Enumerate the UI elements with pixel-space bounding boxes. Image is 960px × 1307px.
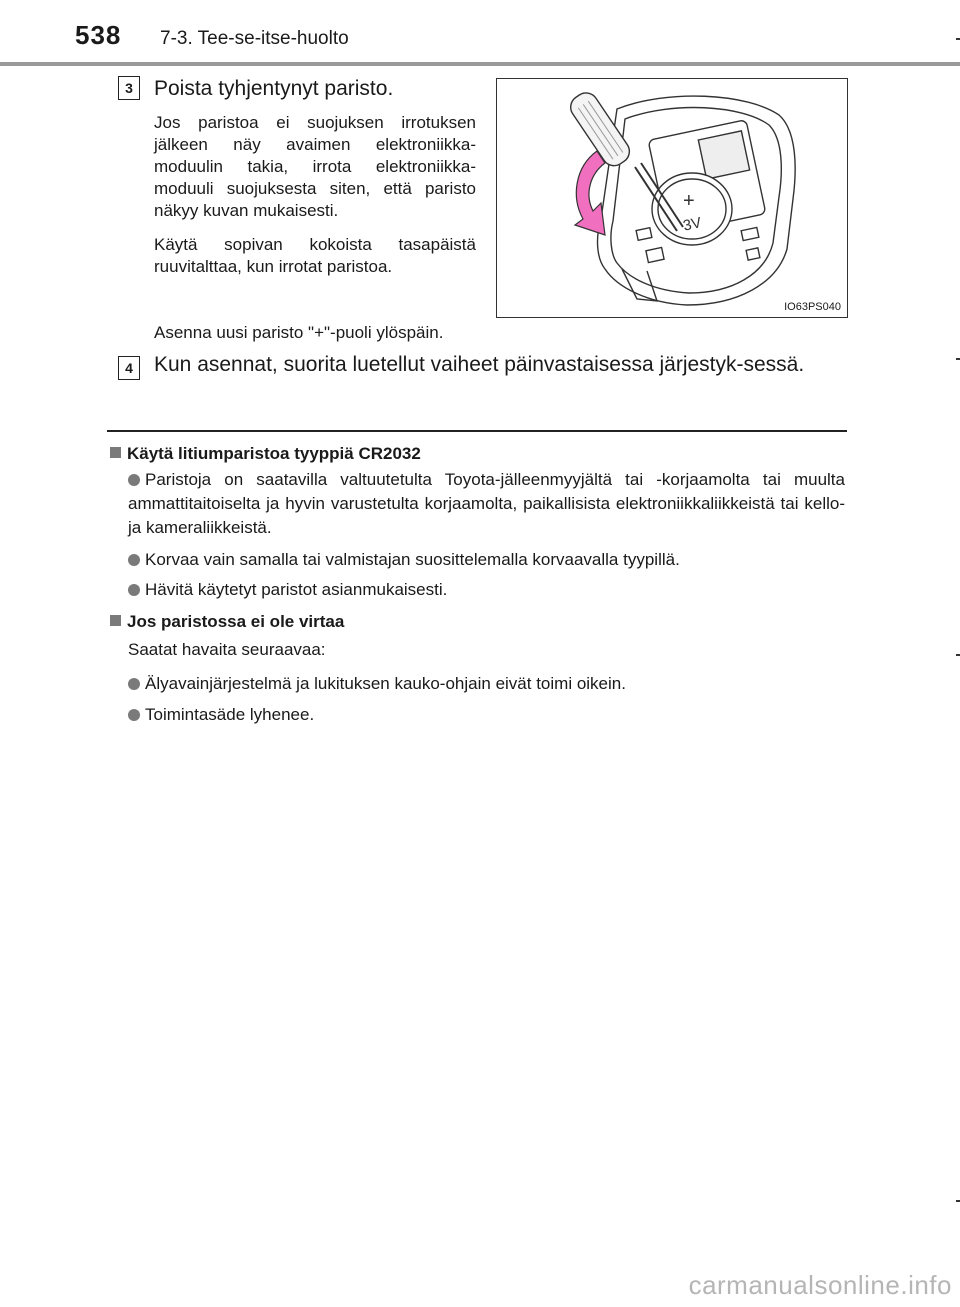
section-divider bbox=[107, 430, 847, 432]
edge-tick bbox=[956, 1200, 960, 1202]
page-header bbox=[0, 0, 960, 68]
step-title: Kun asennat, suorita luetellut vaiheet päinvastaisessa järjestyk-sessä. bbox=[154, 353, 805, 376]
note-heading-text: Jos paristossa ei ole virtaa bbox=[127, 612, 345, 631]
step-title: Poista tyhjentynyt paristo. bbox=[154, 77, 394, 100]
note-heading-text: Käytä litiumparistoa tyyppiä CR2032 bbox=[127, 444, 421, 463]
circle-bullet-icon bbox=[128, 554, 140, 566]
step-number-badge: 4 bbox=[118, 356, 140, 380]
square-bullet-icon bbox=[110, 447, 121, 458]
circle-bullet-icon bbox=[128, 678, 140, 690]
circle-bullet-icon bbox=[128, 584, 140, 596]
list-item: Korvaa vain samalla tai valmistajan suosittelemalla korvaavalla tyypillä. bbox=[128, 548, 845, 572]
edge-tick bbox=[956, 358, 960, 360]
circle-bullet-icon bbox=[128, 474, 140, 486]
battery-removal-figure bbox=[496, 78, 848, 318]
list-item: Paristoja on saatavilla valtuutetulta Toyota-jälleenmyyjältä tai -korjaamolta tai muulta ammattitaitoiselta ja hyvin varustetulta korjaamolta, paikallisista elektroniikkaliikkeistä tai kello- ja kameraliikkeistä. bbox=[128, 470, 845, 537]
key-illustration bbox=[497, 79, 847, 317]
note-intro: Saatat havaita seuraavaa: bbox=[128, 640, 326, 659]
figure-code: IO63PS040 bbox=[784, 301, 841, 313]
note-heading bbox=[110, 612, 344, 632]
paragraph: Jos paristoa ei suojuksen irrotuksen jälkeen näy avaimen elektroniikka-moduulin takia, irrota elektroniikka-moduuli suojuksesta siten, että paristo näkyy kuvan mukaisesti. bbox=[154, 113, 476, 220]
battery-voltage-label: 3V bbox=[681, 214, 704, 235]
list-item: Toimintasäde lyhenee. bbox=[128, 703, 845, 727]
list-item: Älyavainjärjestelmä ja lukituksen kauko-ohjain eivät toimi oikein. bbox=[128, 672, 845, 696]
step-number-badge: 3 bbox=[118, 76, 140, 100]
page-number: 538 bbox=[75, 20, 122, 50]
battery-plus-label: + bbox=[683, 190, 695, 212]
circle-bullet-icon bbox=[128, 709, 140, 721]
step-note: Asenna uusi paristo "+"-puoli ylöspäin. bbox=[154, 323, 444, 342]
step-description bbox=[154, 112, 476, 290]
note-heading bbox=[110, 444, 421, 464]
section-title: 7-3. Tee-se-itse-huolto bbox=[160, 28, 349, 49]
list-item: Hävitä käytetyt paristot asianmukaisesti. bbox=[128, 578, 845, 602]
edge-tick bbox=[956, 38, 960, 40]
paragraph: Käytä sopivan kokoista tasapäistä ruuvitalttaa, kun irrotat paristoa. bbox=[154, 235, 476, 276]
edge-tick bbox=[956, 654, 960, 656]
square-bullet-icon bbox=[110, 615, 121, 626]
watermark: carmanualsonline.info bbox=[688, 1270, 952, 1300]
header-rule bbox=[0, 62, 960, 66]
